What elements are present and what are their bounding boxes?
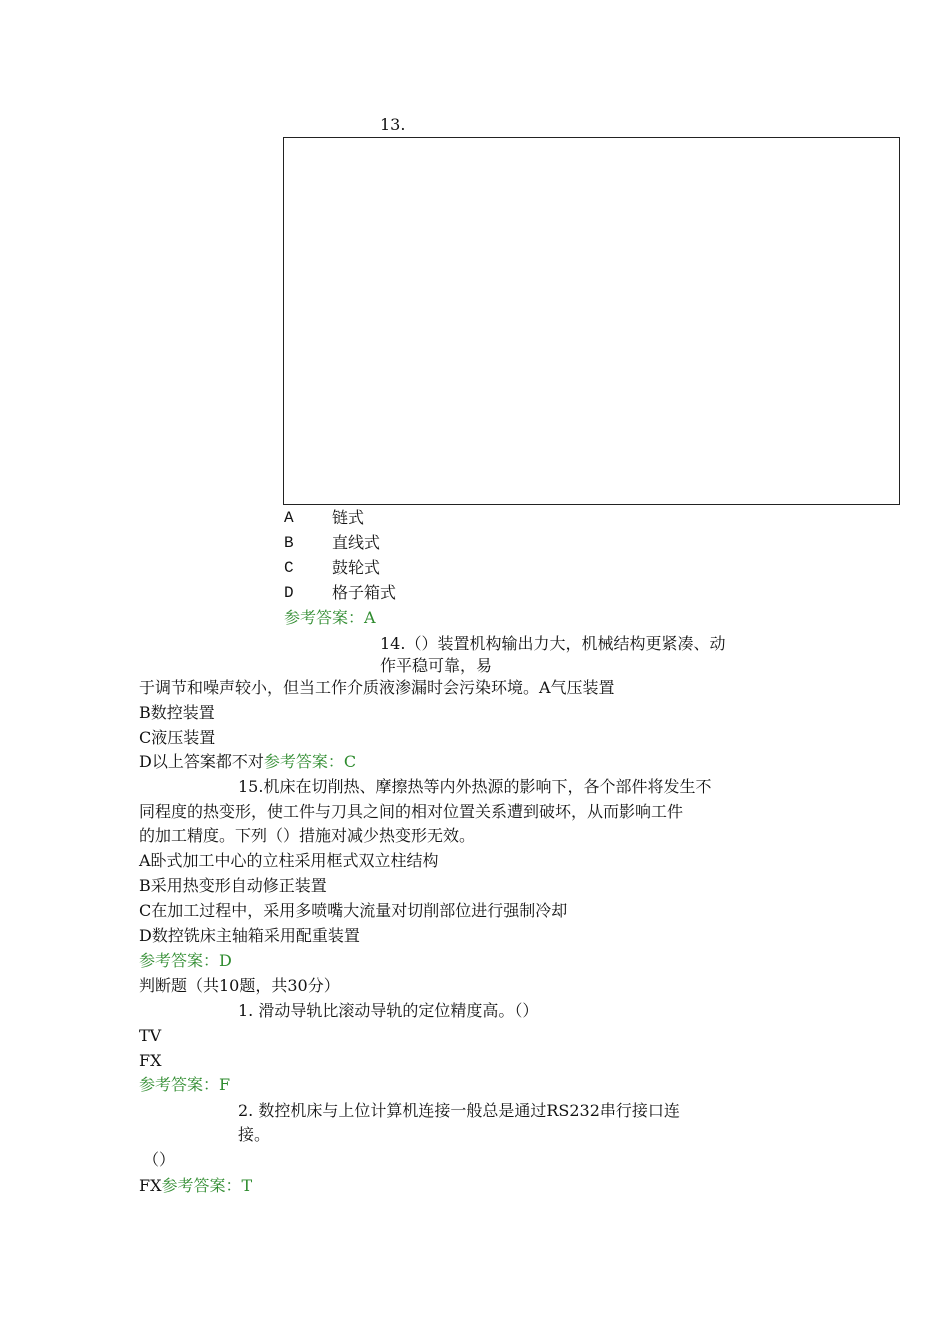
q13-option-a-letter: A: [284, 509, 294, 527]
q14-option-b: B数控装置: [139, 703, 215, 722]
q14-answer: 参考答案：C: [263, 752, 357, 771]
tf2-option-f: FX: [139, 1176, 162, 1195]
q15-option-b: B采用热变形自动修正装置: [139, 876, 327, 895]
tf1-option-f: FX: [139, 1051, 162, 1070]
tf2-option-row: [139, 1176, 252, 1196]
tf1-answer: 参考答案：F: [139, 1075, 231, 1094]
q15-answer: 参考答案：D: [139, 951, 232, 970]
q15-option-c: C在加工过程中，采用多喷嘴大流量对切削部位进行强制冷却: [139, 901, 568, 920]
q13-answer: 参考答案：A: [284, 608, 376, 627]
tf1-question: 1. 滑动导轨比滚动导轨的定位精度高。（）: [238, 1001, 539, 1020]
q13-option-b-text: 直线式: [332, 533, 381, 552]
tf1-option-t: TV: [139, 1026, 162, 1045]
section-title: 判断题（共10题，共30分）: [139, 976, 340, 995]
q13-option-c-text: 鼓轮式: [332, 558, 381, 577]
question-13-number: 13.: [380, 115, 406, 134]
q13-option-d-letter: D: [284, 584, 294, 602]
tf2-line-2: 接。: [238, 1125, 271, 1144]
q15-option-a: A卧式加工中心的立柱采用框式双立柱结构: [139, 851, 439, 870]
tf2-line-3: （）: [143, 1150, 176, 1169]
q15-line-2: 同程度的热变形，使工件与刀具之间的相对位置关系遭到破坏，从而影响工件: [139, 802, 684, 821]
q13-option-c-letter: C: [284, 559, 294, 577]
q15-line-3: 的加工精度。下列（）措施对减少热变形无效。: [139, 826, 476, 845]
q14-option-d: D以上答案都不对: [139, 752, 264, 771]
q15-option-d: D数控铣床主轴箱采用配重装置: [139, 926, 360, 945]
question-13-figure: [283, 137, 900, 505]
q13-option-a-text: 链式: [332, 508, 365, 527]
tf2-answer: 参考答案：T: [161, 1176, 253, 1195]
q14-option-d-row: [139, 752, 356, 772]
q15-line-1: 15.机床在切削热、摩擦热等内外热源的影响下，各个部件将发生不: [238, 777, 712, 796]
q14-option-c: C液压装置: [139, 728, 216, 747]
q14-line-2: 作平稳可靠，易: [380, 656, 493, 675]
q14-line-1: 14.（）装置机构输出力大，机械结构更紧凑、动: [380, 634, 726, 653]
q14-line-3: 于调节和噪声较小，但当工作介质液渗漏时会污染环境。A气压装置: [139, 678, 615, 697]
tf2-line-1: 2. 数控机床与上位计算机连接一般总是通过RS232串行接口连: [238, 1101, 680, 1120]
q13-option-d-text: 格子箱式: [332, 583, 397, 602]
q13-option-b-letter: B: [284, 534, 294, 552]
